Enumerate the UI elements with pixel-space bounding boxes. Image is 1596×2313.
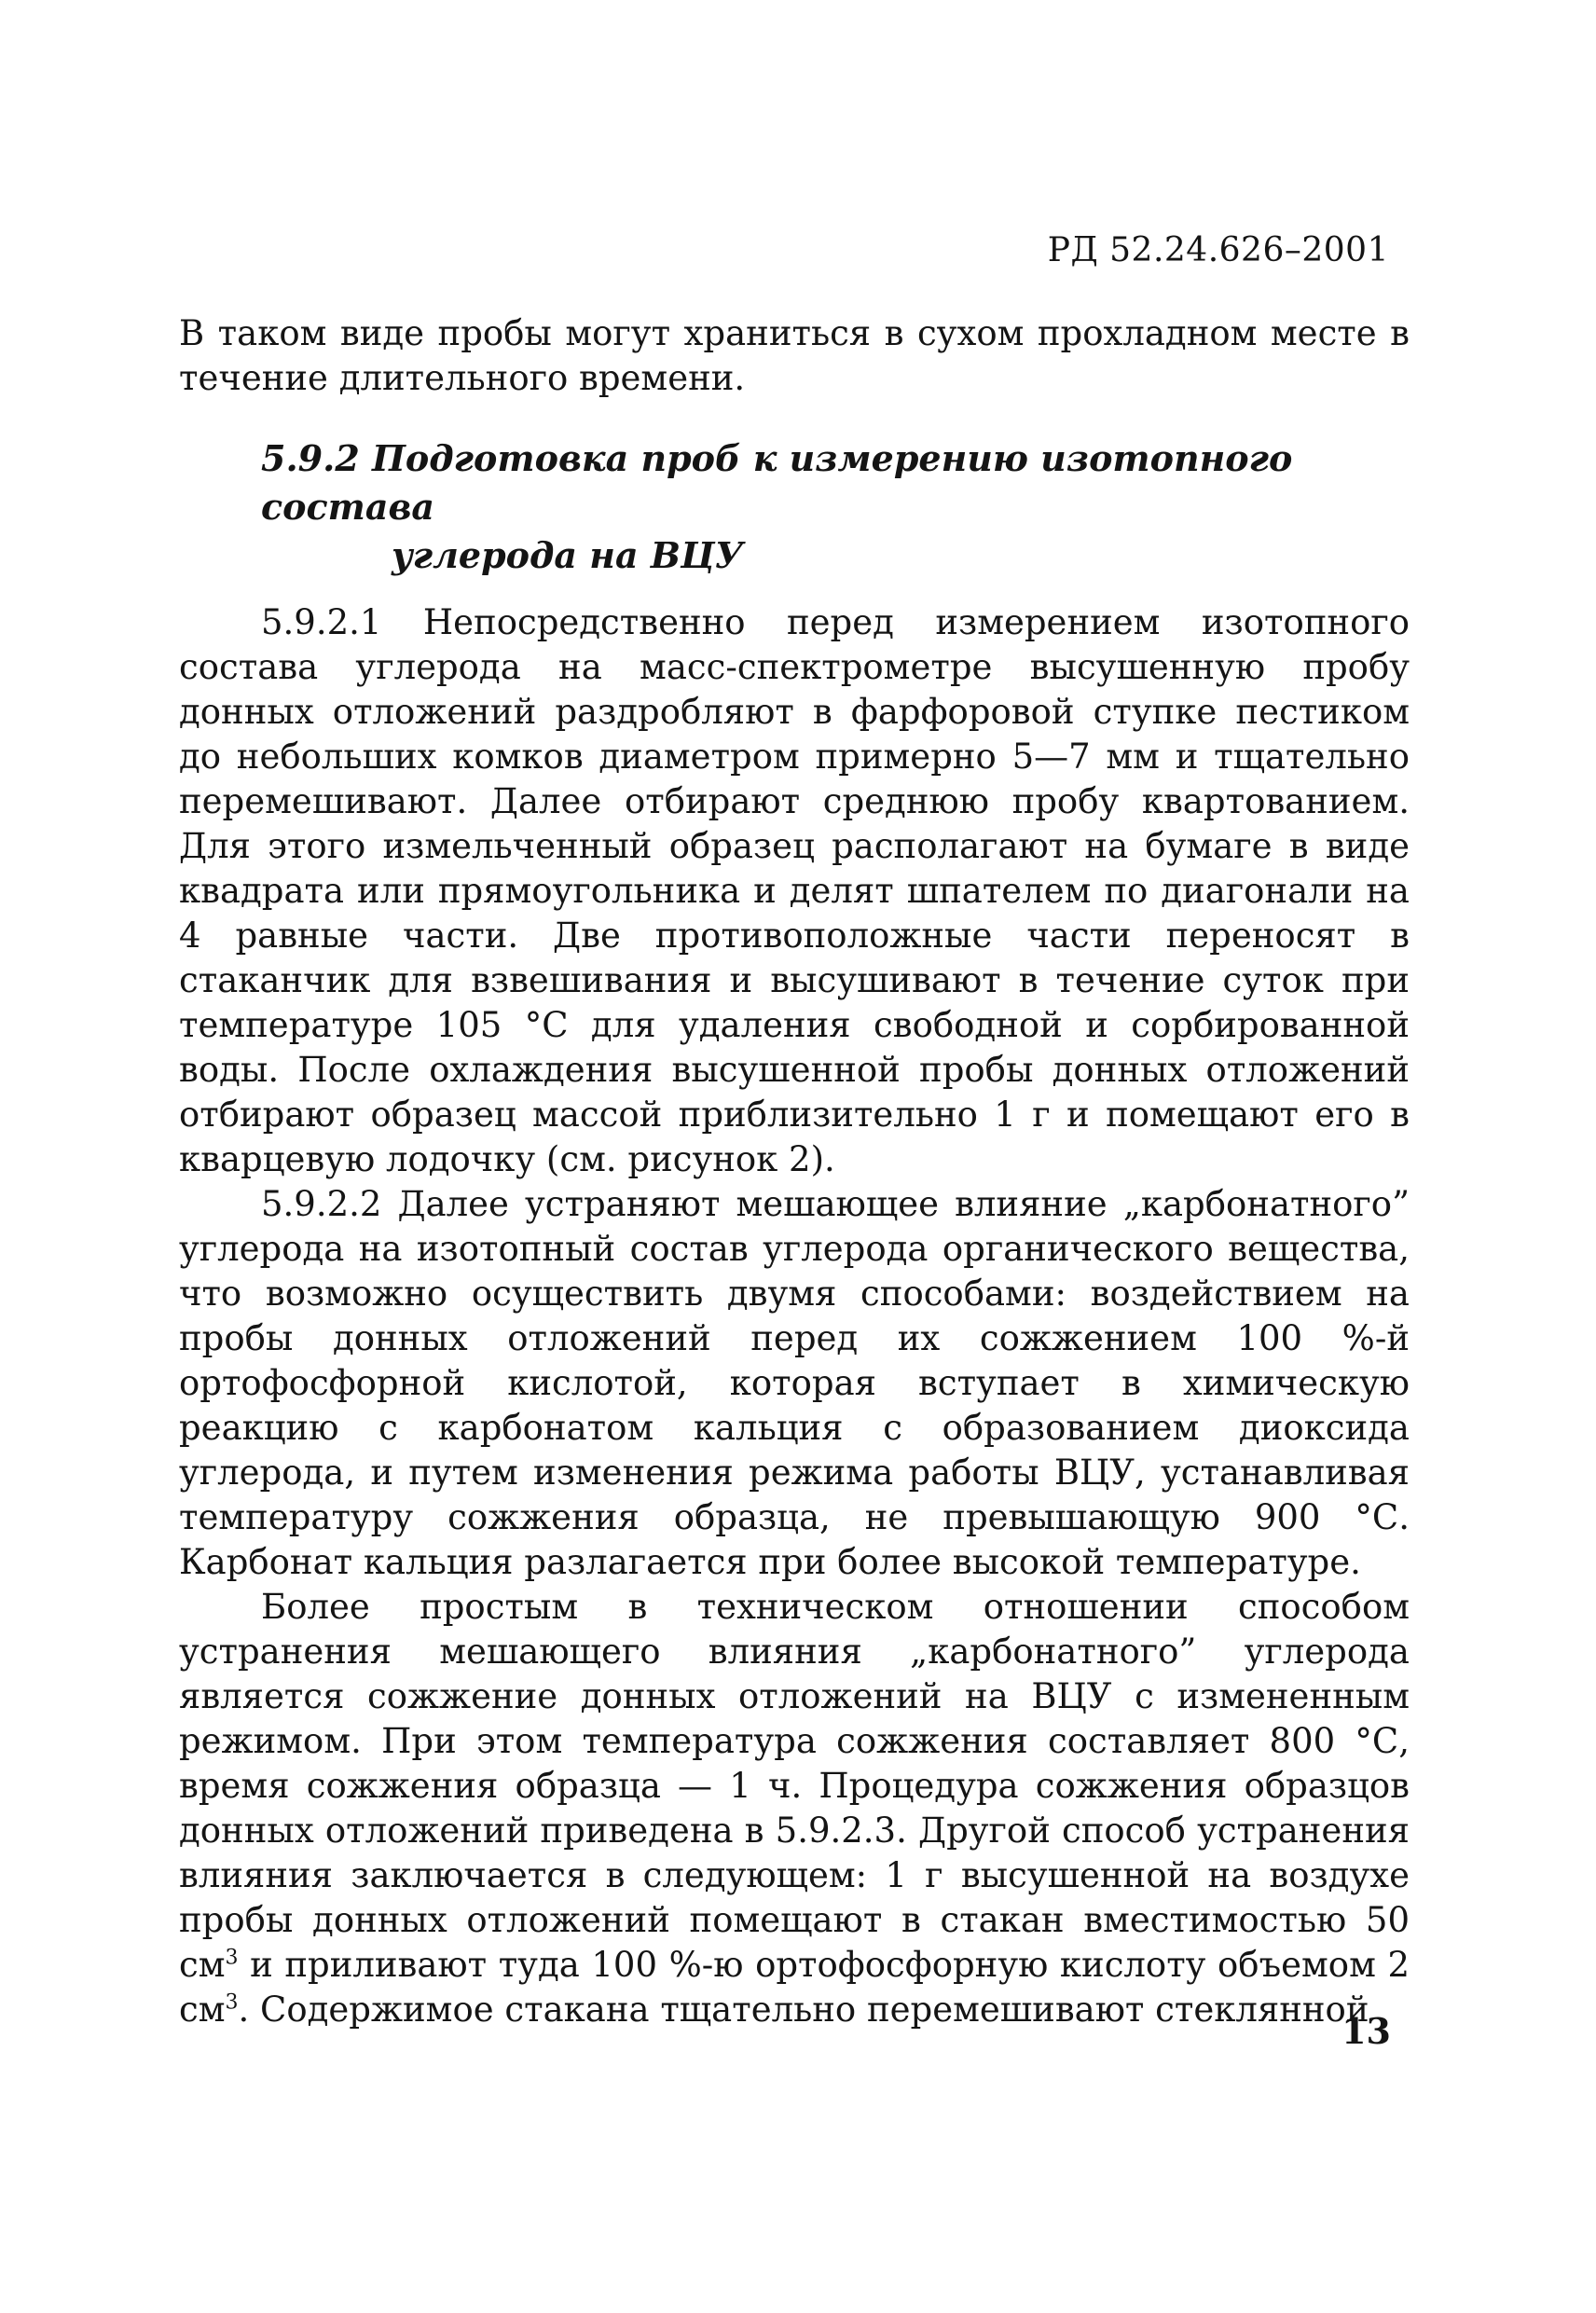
section-heading-line-2: углерода на ВЦУ <box>392 534 744 576</box>
superscript-cubic-2: 3 <box>225 1990 239 2015</box>
paragraph-5-9-2-1: 5.9.2.1 Непосредственно перед измерением изотопного состава углерода на масс-спектрометре высушенную пробу донных отложений раздробляют в фарфоровой ступке пестиком до небольших комков диаметром примерно 5—7 мм и тщательно перемешивают. Далее отбирают среднюю пробу квартованием. Для этого измельченный образец располагают на бумаге в виде квадрата или прямоугольника и делят шпателем по диагонали на 4 равные части. Две противоположные части переносят в стаканчик для взвешивания и высушивают в течение суток при температуре 105 °С для удаления свободной и сорбированной воды. После охлаждения высушенной пробы донных отложений отбирают образец массой приблизительно 1 г и помещают его в кварцевую лодочку (см. рисунок 2). <box>179 602 1410 1179</box>
superscript-cubic-1: 3 <box>225 1946 239 1970</box>
page-number: 13 <box>1341 2010 1391 2052</box>
paragraph-simple-part-2: и приливают туда 100 %-ю ортофосфорную кислоту объемом 2 см <box>179 1945 1410 2030</box>
intro-paragraph: В таком виде пробы могут храниться в сухом прохладном месте в течение длительного времени. <box>179 313 1410 398</box>
document-code: РД 52.24.626–2001 <box>1047 231 1389 269</box>
section-heading-line-1: 5.9.2 Подготовка проб к измерению изотопного состава <box>261 437 1293 528</box>
paragraph-simple-part-3: . Содержимое стакана тщательно перемешивают стеклянной <box>238 1989 1369 2030</box>
paragraph-simple-part-1: Более простым в техническом отношении способом устранения мешающего влияния „карбонатного” углерода является сожжение донных отложений на ВЦУ с измененным режимом. При этом температура сожжения составляет 800 °С, время сожжения образца — 1 ч. Процедура сожжения образцов донных отложений приведена в 5.9.2.3. Другой способ устранения влияния заключается в следующем: 1 г высушенной на воздухе пробы донных отложений помещают в стакан вместимостью 50 см <box>179 1587 1410 1985</box>
paragraph-5-9-2-2: 5.9.2.2 Далее устраняют мешающее влияние „карбонатного” углерода на изотопный состав углерода органического вещества, что возможно осуществить двумя способами: воздействием на пробы донных отложений перед их сожжением 100 %-й ортофосфорной кислотой, которая вступает в химическую реакцию с карбонатом кальция с образованием диоксида углерода, и путем изменения режима работы ВЦУ, устанавливая температуру сожжения образца, не превышающую 900 °С. Карбонат кальция разлагается при более высокой температуре. <box>179 1184 1410 1582</box>
section-heading <box>179 434 1410 580</box>
page-body <box>179 311 1410 2032</box>
paragraph-simple-method <box>179 1585 1410 2032</box>
